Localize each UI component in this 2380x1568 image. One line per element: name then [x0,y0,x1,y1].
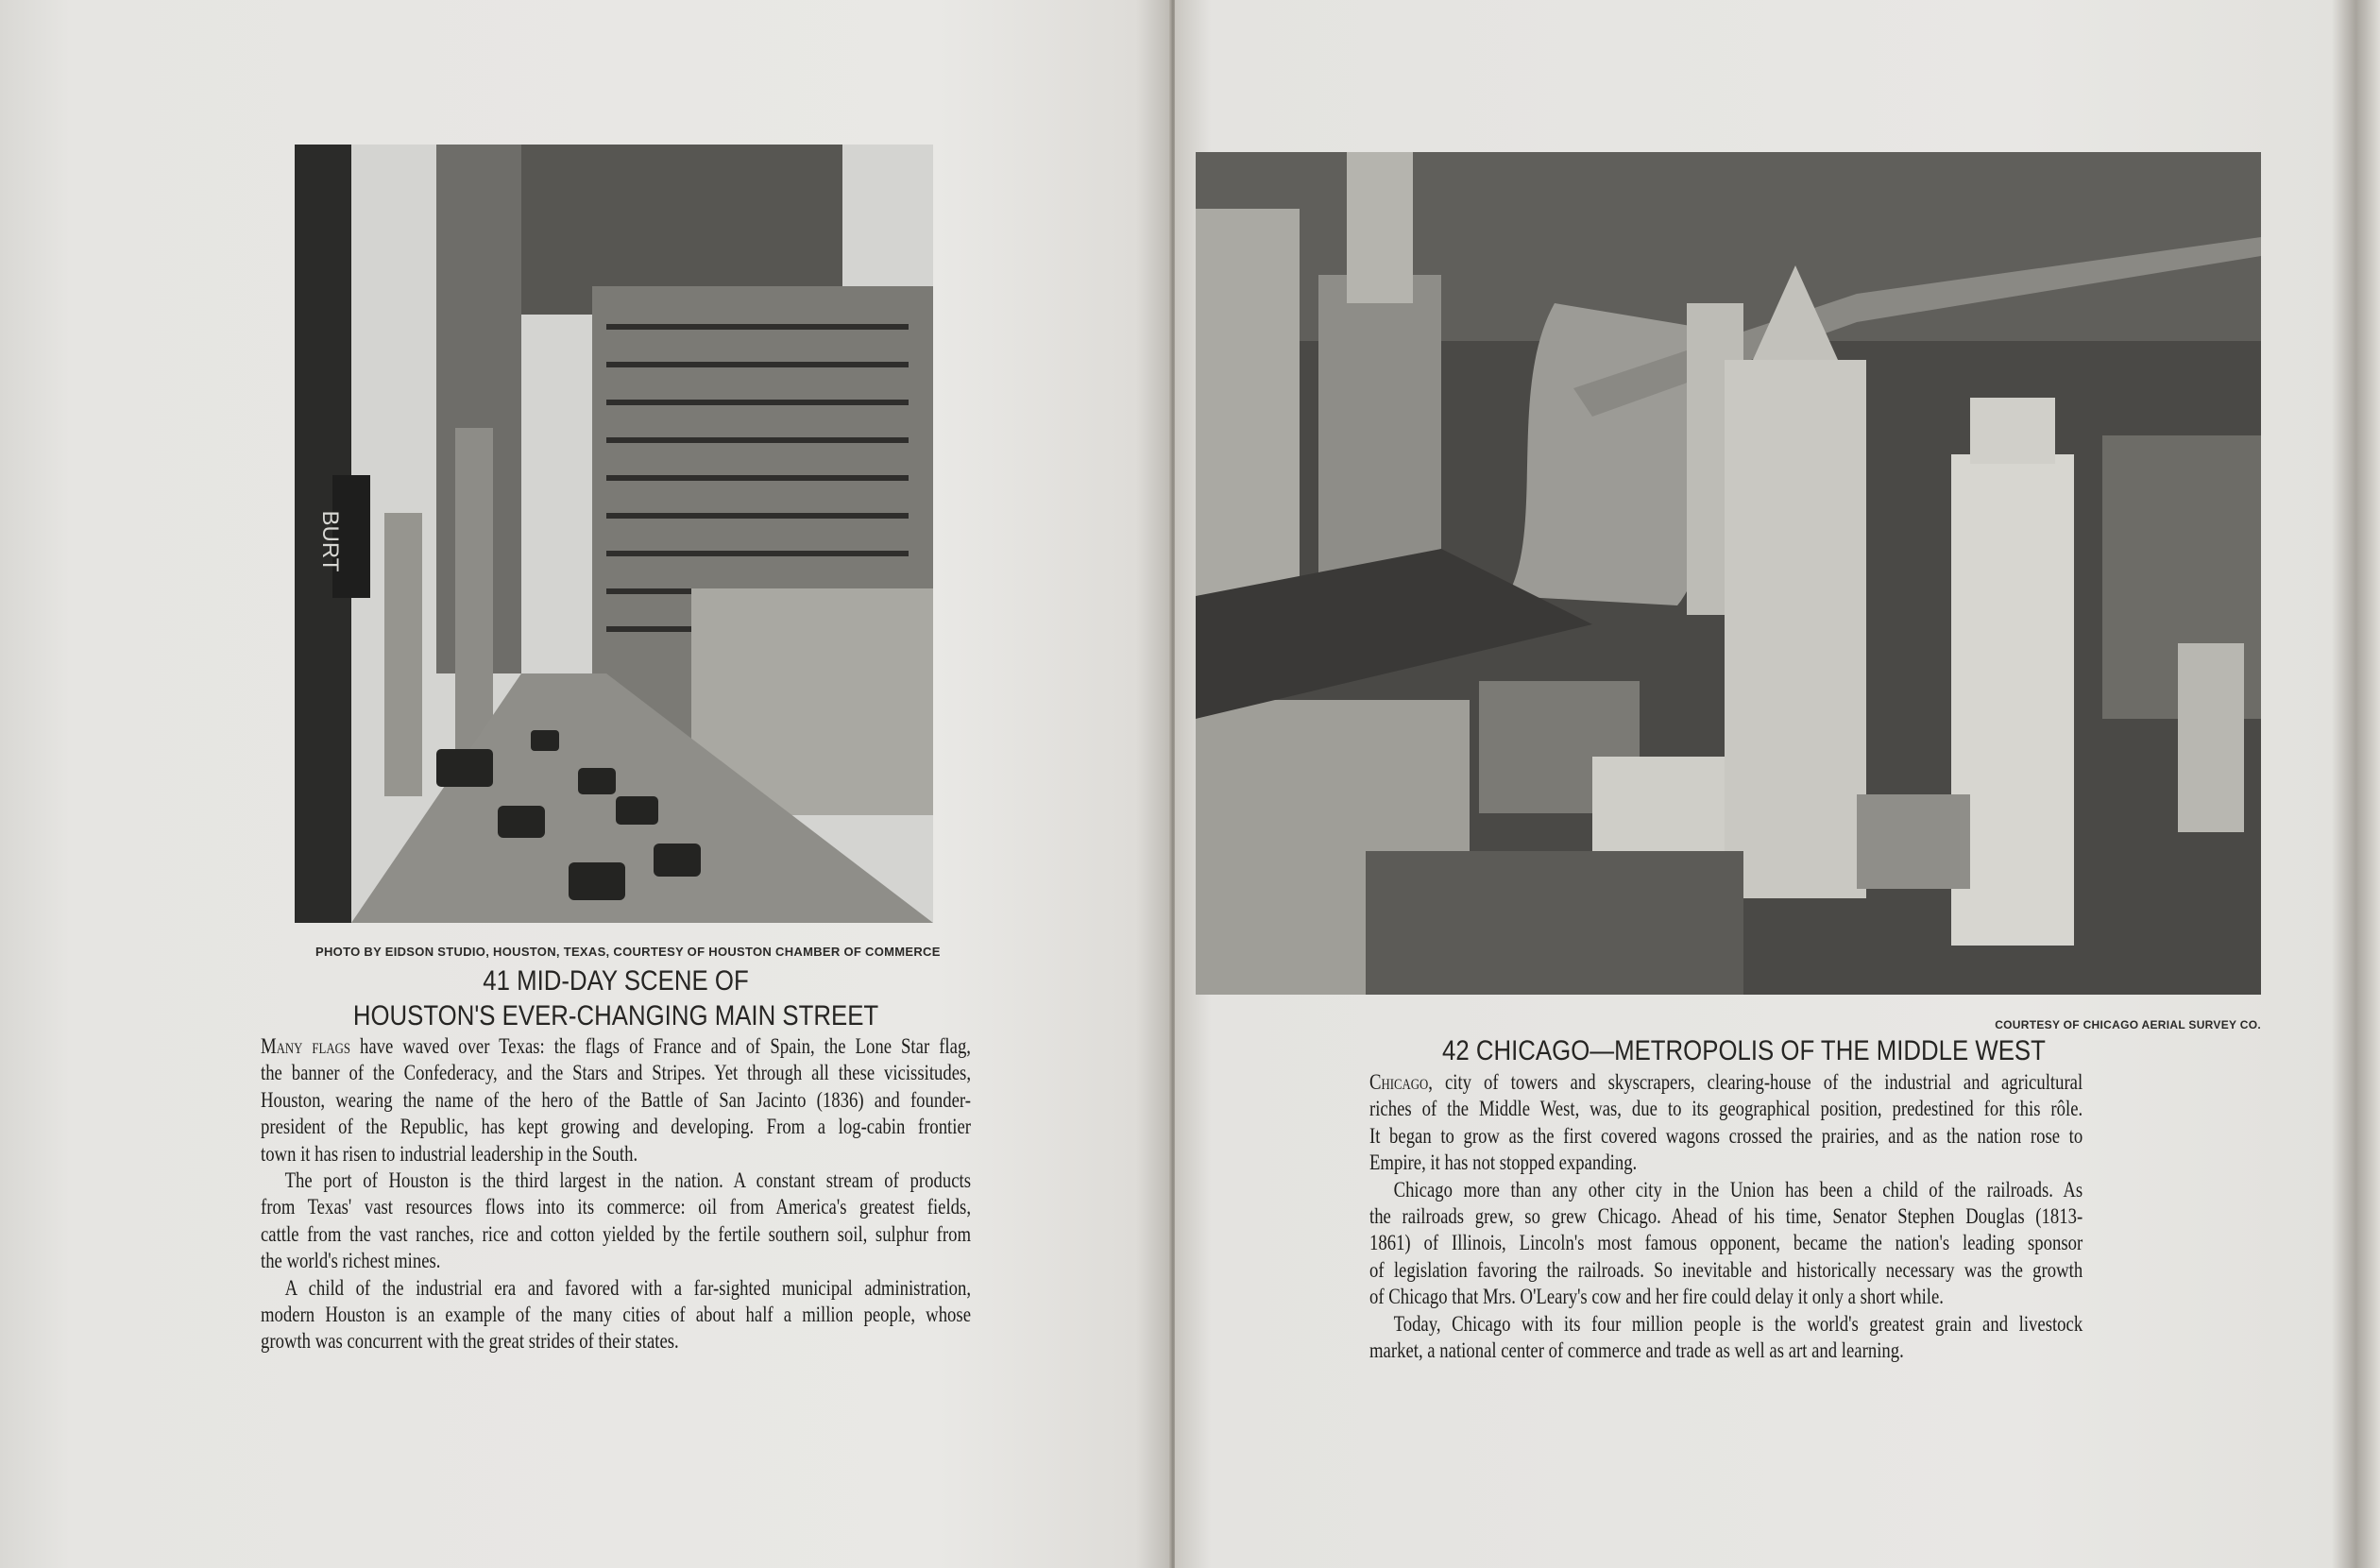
text-line: cattle from the vast ranches, rice and cotton yielded by the fertile southern soil, sulphur from [261,1221,971,1247]
caption-title-line2: HOUSTON'S EVER-CHANGING MAIN STREET [352,1000,879,1031]
text-line [1369,1069,2082,1096]
text-line: 1861) of Illinois, Lincoln's most famous opponent, became the nation's leading sponsor [1369,1231,2083,1256]
text-line: market, a national center of commerce and trade as well as art and learning. [1369,1338,1904,1363]
store-sign-text: BURT [317,510,343,572]
text-span: have waved over Texas: the flags of France and of Spain, the Lone Star flag, [359,1034,971,1059]
text-line: Chicago more than any other city in the Union has been a child of the railroads. As [1393,1177,2083,1202]
left-page [0,0,1171,1568]
text-line [261,1033,971,1060]
text-line: town it has risen to industrial leadership in the South. [261,1141,638,1167]
text-span: , city of towers and skyscrapers, clearing-house of the industrial and agricultural [1428,1070,2083,1095]
houston-body-text [261,1033,971,1355]
photo-credit-houston: PHOTO BY EIDSON STUDIO, HOUSTON, TEXAS, COURTESY OF HOUSTON CHAMBER OF COMMERCE [315,945,941,959]
text-line: A child of the industrial era and favored with a far-sighted municipal administration, [284,1275,972,1301]
photo-chicago-aerial [1196,152,2261,995]
caption-title: 42 CHICAGO—METROPOLIS OF THE MIDDLE WEST [1442,1035,2046,1066]
text-line: the banner of the Confederacy, and the Stars and Stripes. Yet through all these vicissitudes, [261,1061,971,1086]
caption-title-line1: 41 MID-DAY SCENE OF [483,965,749,997]
text-line: the world's richest mines. [261,1249,441,1274]
text-line: of legislation favoring the railroads. So inevitable and historically necessary was the growth [1369,1257,2083,1283]
text-line: The port of Houston is the third largest in the nation. A constant stream of products [284,1167,972,1193]
text-line: from Texas' vast resources flows into its commerce: oil from America's greatest fields, [261,1195,971,1220]
text-line: president of the Republic, has kept growing and developing. From a log-cabin frontier [261,1115,971,1140]
text-line: Houston, wearing the name of the hero of the Battle of San Jacinto (1836) and founder- [261,1087,971,1113]
right-page [1175,0,2380,1568]
text-line: Today, Chicago with its four million people is the world's greatest grain and livestock [1393,1311,2083,1337]
text-line: of Chicago that Mrs. O'Leary's cow and her fire could delay it only a short while. [1369,1285,1944,1310]
lead-smallcaps: Chicago [1369,1070,1429,1095]
text-line: Empire, it has not stopped expanding. [1369,1150,1638,1176]
text-line: riches of the Middle West, was, due to its geographical position, predestined for this rôle. [1369,1097,2083,1122]
text-line: It began to grow as the first covered wagons crossed the prairies, and as the nation rose to [1369,1123,2083,1149]
text-line: growth was concurrent with the great strides of their states. [261,1329,679,1355]
photo-credit-chicago: COURTESY OF CHICAGO AERIAL SURVEY CO. [1995,1018,2261,1031]
text-line: the railroads grew, so grew Chicago. Ahead of his time, Senator Stephen Douglas (1813- [1369,1203,2083,1229]
photo-houston-main-street [295,145,933,923]
lead-smallcaps: Many flags [261,1034,350,1059]
text-line: modern Houston is an example of the many cities of about half a million people, whose [261,1302,971,1327]
chicago-body-text [1369,1069,2082,1364]
